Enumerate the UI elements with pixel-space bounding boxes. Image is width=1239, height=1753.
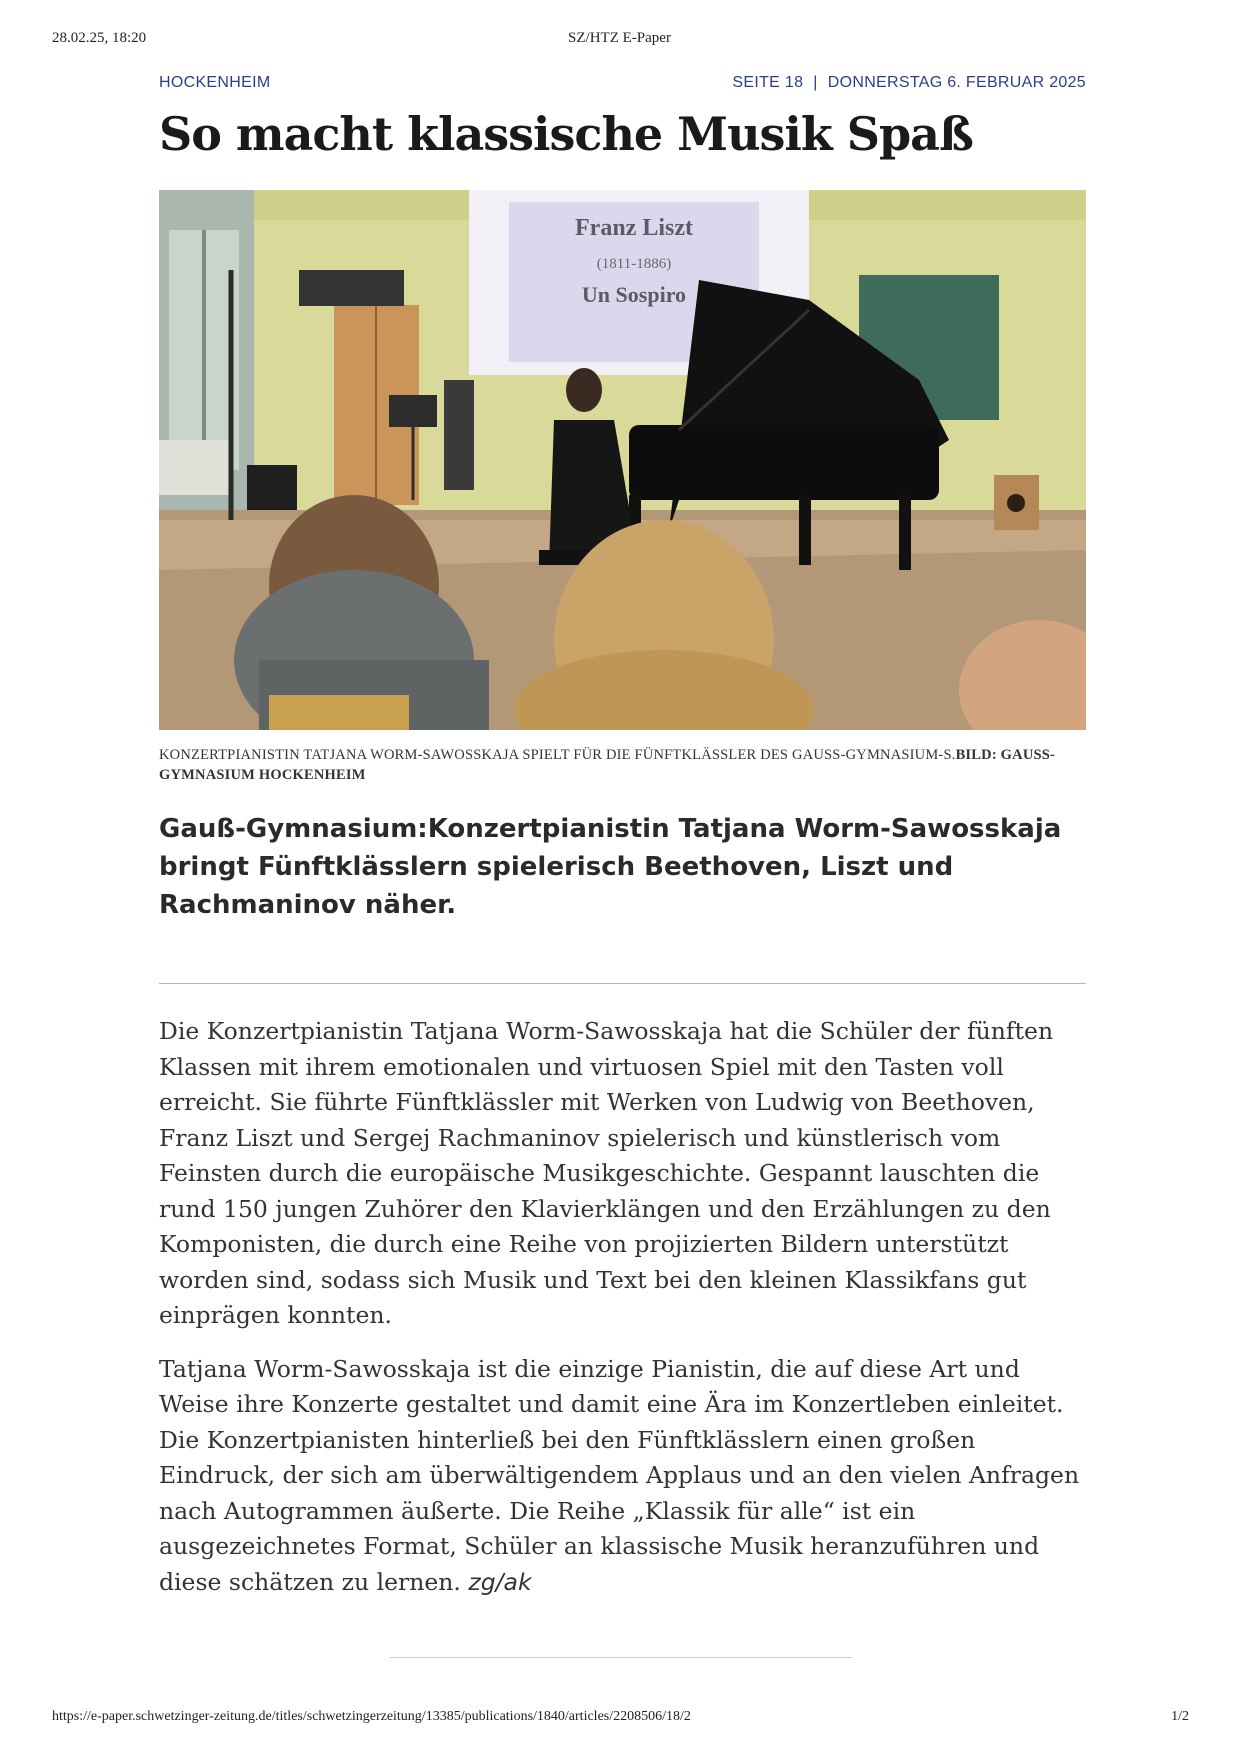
paragraph-2-text: Tatjana Worm-Sawosskaja ist die einzige Pianistin, die auf diese Art und Weise ihre Konzerte gestaltet und damit eine Ära im Konzertleben einleitet. Die Konzertpianisten hinterließ bei den Fünftklässlern einen großen Eindruck, der sich am überwältigendem Applaus und an den vielen Anfragen nach Autogrammen äußerte. Die Reihe „Klassik für alle“ ist ein ausgezeichnetes Format, Schüler an klassische Musik heranzuführen und diese schätzen zu lernen. [159, 1354, 1080, 1596]
photo-caption [159, 745, 1086, 785]
print-title: SZ/HTZ E-Paper [568, 30, 671, 46]
section-label: HOCKENHEIM [159, 74, 271, 91]
page-date [732, 74, 1086, 92]
meta-separator: | [813, 74, 818, 91]
footer-url: https://e-paper.schwetzinger-zeitung.de/titles/schwetzingerzeitung/13385/publications/1840/articles/2208506/18/2 [52, 1709, 691, 1724]
slide-title: Franz Liszt [575, 215, 693, 241]
article-headline: So macht klassische Musik Spaß [159, 107, 973, 161]
body-paragraph-2 [159, 1352, 1086, 1601]
footer-page-number: 1/2 [1171, 1709, 1189, 1724]
author-signature: zg/ak [468, 1567, 532, 1596]
divider [159, 983, 1086, 984]
caption-text: KONZERTPIANISTIN TATJANA WORM-SAWOSSKAJA SPIELT FÜR DIE FÜNFTKLÄSSLER DES GAUSS-GYMNASIUM-S. [159, 747, 956, 763]
page-number: SEITE 18 [732, 74, 804, 91]
slide-years: (1811-1886) [596, 256, 672, 272]
article-photo [159, 190, 1086, 730]
body-paragraph-1: Die Konzertpianistin Tatjana Worm-Sawosskaja hat die Schüler der fünften Klassen mit ihrem emotionalen und virtuosen Spiel mit den Tasten voll erreicht. Sie führte Fünftklässler mit Werken von Ludwig von Beethoven, Franz Liszt und Sergej Rachmaninov spielerisch und künstlerisch vom Feinsten durch die europäische Musikgeschichte. Gespannt lauschten die rund 150 jungen Zuhörer den Klavierklängen und den Erzählungen zu den Komponisten, die durch eine Reihe von projizierten Bildern unterstützt worden sind, sodass sich Musik und Text bei den kleinen Klassikfans gut einprägen konnten. [159, 1017, 1054, 1329]
slide-piece: Un Sospiro [581, 282, 687, 307]
article-subheadline: Gauß-Gymnasium:Konzertpianistin Tatjana Worm-Sawosskaja bringt Fünftklässlern spielerisch Beethoven, Liszt und Rachmaninov näher. [159, 814, 1062, 920]
end-divider [390, 1657, 852, 1658]
article-meta [159, 74, 1086, 96]
print-datetime: 28.02.25, 18:20 [52, 30, 147, 46]
article-body [159, 1014, 1086, 1618]
publication-date: DONNERSTAG 6. FEBRUAR 2025 [827, 74, 1086, 91]
photo-illustration [159, 190, 1086, 730]
photo-credit: BILD: GAUSS-GYMNASIUM HOCKENHEIM [159, 747, 1056, 783]
